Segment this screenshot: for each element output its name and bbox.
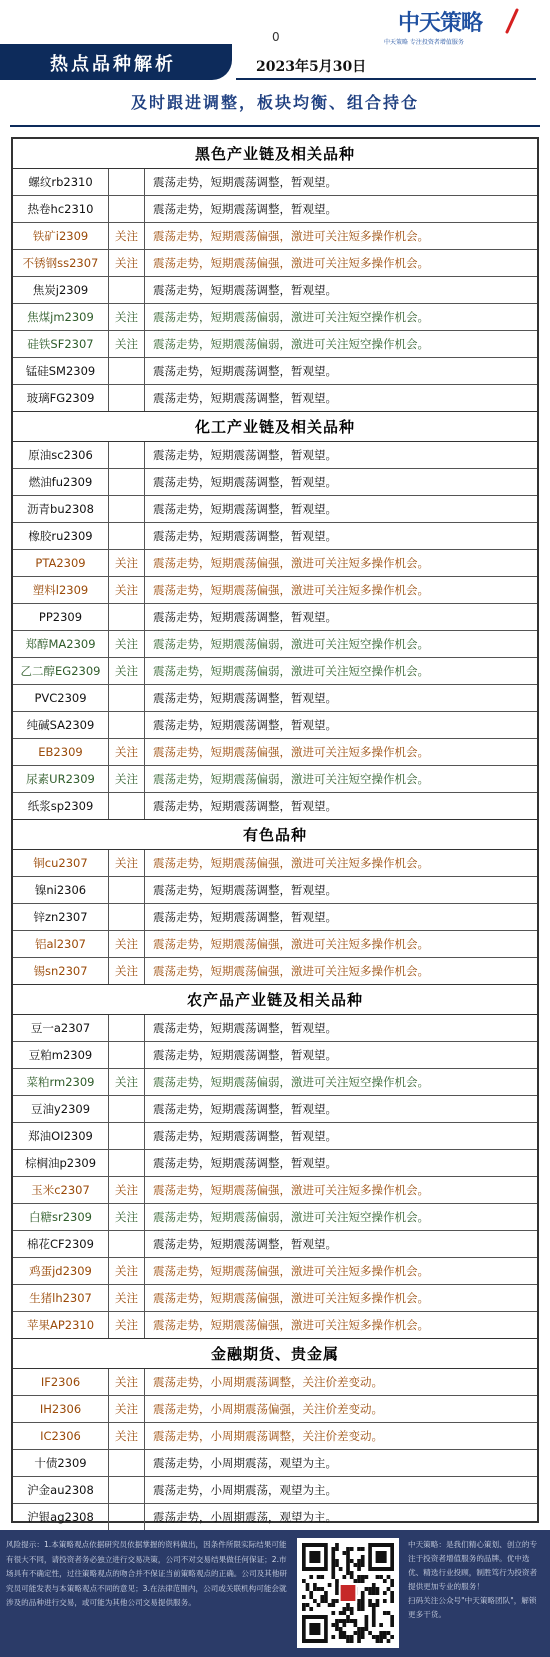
watch-tag [109,1123,145,1149]
watch-tag: 关注 [109,850,145,876]
watch-tag [109,1450,145,1476]
outlook-comment: 震荡走势，短期震荡偏强，激进可关注短多操作机会。 [153,745,429,759]
contract-name: 锰硅SM2309 [13,358,109,384]
contract-name: 尿素UR2309 [13,766,109,792]
table-row [13,250,537,277]
outlook-comment: 震荡走势，短期震荡偏弱，激进可关注短空操作机会。 [153,1210,429,1224]
contract-name: 郑油OI2309 [13,1123,109,1149]
table-row [13,1285,537,1312]
page-number: 0 [272,30,280,44]
watch-tag: 关注 [109,1285,145,1311]
table-row [13,1396,537,1423]
watch-tag [109,358,145,384]
watch-tag: 关注 [109,658,145,684]
section-header: 有色品种 [13,820,537,850]
table-row [13,604,537,631]
table-row [13,304,537,331]
watch-tag [109,196,145,222]
logo-text: 中天策略 [398,11,483,36]
outlook-comment: 震荡走势，小周期震荡偏强，关注价差变动。 [153,1402,383,1416]
table-row [13,766,537,793]
contract-name: IF2306 [13,1369,109,1395]
contract-name: 郑醇MA2309 [13,631,109,657]
contract-name: PP2309 [13,604,109,630]
outlook-comment: 震荡走势，短期震荡偏弱，激进可关注短空操作机会。 [153,664,429,678]
outlook-comment: 震荡走势，短期震荡偏弱，激进可关注短空操作机会。 [153,1075,429,1089]
contract-name: 燃油fu2309 [13,469,109,495]
watch-tag: 关注 [109,931,145,957]
contract-name: 锡sn2307 [13,958,109,984]
watch-tag [109,1477,145,1503]
qr-code-icon [302,1543,394,1643]
table-row [13,1423,537,1450]
watch-tag [109,604,145,630]
outlook-comment: 震荡走势，短期震荡调整，暂观望。 [153,448,337,462]
watch-tag [109,469,145,495]
outlook-comment: 震荡走势，短期震荡偏强，激进可关注短多操作机会。 [153,856,429,870]
table-row [13,877,537,904]
table-row [13,1096,537,1123]
contract-name: 生猪lh2307 [13,1285,109,1311]
contract-name: 玻璃FG2309 [13,385,109,411]
analysis-table [11,137,539,1523]
watch-tag: 关注 [109,1423,145,1449]
contract-name: 焦炭j2309 [13,277,109,303]
watch-tag [109,442,145,468]
table-row [13,1312,537,1339]
contract-name: 沪银ag2308 [13,1504,109,1530]
table-row [13,904,537,931]
outlook-comment: 震荡走势，短期震荡调整，暂观望。 [153,1237,337,1251]
watch-tag: 关注 [109,766,145,792]
watch-tag: 关注 [109,1204,145,1230]
watch-tag: 关注 [109,577,145,603]
contract-name: 菜粕rm2309 [13,1069,109,1095]
contract-name: 原油sc2306 [13,442,109,468]
page-header [0,0,550,85]
table-row [13,631,537,658]
brand-logo [384,6,536,48]
page-footer [0,1530,550,1657]
outlook-comment: 震荡走势，小周期震荡，观望为主。 [153,1456,337,1470]
table-row [13,1204,537,1231]
contract-name: 乙二醇EG2309 [13,658,109,684]
contract-name: 锌zn2307 [13,904,109,930]
report-date: 2023年5月30日 [256,59,367,75]
outlook-comment: 震荡走势，短期震荡调整，暂观望。 [153,502,337,516]
contract-name: PVC2309 [13,685,109,711]
contract-name: 棕榈油p2309 [13,1150,109,1176]
watch-tag: 关注 [109,550,145,576]
risk-disclaimer: 风险提示：1.本策略观点依据研究员依据掌握的资料做出，因条件所限实际结果可能有很大不同，请投资者务必独立进行交易决策，公司不对交易结果做任何保证；2.市场具有不确定性，过往策略观点的吻合并不保证当前策略观点的正确。公司及其他研究员可能发表与本策略观点不同的意见；3.在法律范围内，公司或关联机构可能会就涉及的品种进行交易，或可能为其他公司交易提供服务。 [6,1540,287,1607]
outlook-comment: 震荡走势，短期震荡偏强，激进可关注短多操作机会。 [153,1264,429,1278]
outlook-comment: 震荡走势，短期震荡调整，暂观望。 [153,910,337,924]
section-header: 黑色产业链及相关品种 [13,139,537,169]
watch-tag [109,1015,145,1041]
outlook-comment: 震荡走势，短期震荡调整，暂观望。 [153,1102,337,1116]
table-row [13,712,537,739]
contract-name: PTA2309 [13,550,109,576]
outlook-comment: 震荡走势，短期震荡偏强，激进可关注短多操作机会。 [153,556,429,570]
watch-tag: 关注 [109,304,145,330]
outlook-comment: 震荡走势，小周期震荡调整，关注价差变动。 [153,1429,383,1443]
table-row [13,223,537,250]
title-banner [0,44,232,80]
outlook-comment: 震荡走势，短期震荡偏弱，激进可关注短空操作机会。 [153,310,429,324]
outlook-comment: 震荡走势，短期震荡偏强，激进可关注短多操作机会。 [153,229,429,243]
contract-name: 硅铁SF2307 [13,331,109,357]
contract-name: 镍ni2306 [13,877,109,903]
contract-name: 塑料l2309 [13,577,109,603]
outlook-comment: 震荡走势，短期震荡调整，暂观望。 [153,799,337,813]
watch-tag [109,1504,145,1530]
brand-about: 中天策略：是我们精心策划、创立的专注于投资者增值服务的品牌。优中选优、精选行业投顾，制胜笃行为投资者提供更加专业的服务！ [408,1540,538,1591]
watch-tag: 关注 [109,1369,145,1395]
watch-tag: 关注 [109,631,145,657]
table-row [13,1231,537,1258]
watch-tag [109,904,145,930]
outlook-comment: 震荡走势，短期震荡偏强，激进可关注短多操作机会。 [153,256,429,270]
table-row [13,1258,537,1285]
contract-name: EB2309 [13,739,109,765]
contract-name: 纯碱SA2309 [13,712,109,738]
outlook-comment: 震荡走势，短期震荡调整，暂观望。 [153,1021,337,1035]
outlook-comment: 震荡走势，短期震荡调整，暂观望。 [153,1048,337,1062]
outlook-comment: 震荡走势，短期震荡调整，暂观望。 [153,202,337,216]
watch-tag [109,793,145,819]
table-row [13,1450,537,1477]
watch-tag [109,877,145,903]
watch-tag [109,523,145,549]
subtitle-divider [10,125,540,127]
outlook-comment: 震荡走势，短期震荡调整，暂观望。 [153,529,337,543]
table-row [13,1042,537,1069]
logo-swoosh-icon [504,8,520,34]
contract-name: 豆一a2307 [13,1015,109,1041]
header-divider [236,78,536,80]
contract-name: 鸡蛋jd2309 [13,1258,109,1284]
watch-tag: 关注 [109,1396,145,1422]
contract-name: 不锈钢ss2307 [13,250,109,276]
table-row [13,385,537,412]
watch-tag [109,169,145,195]
table-row [13,577,537,604]
outlook-comment: 震荡走势，小周期震荡，观望为主。 [153,1483,337,1497]
outlook-comment: 震荡走势，短期震荡偏强，激进可关注短多操作机会。 [153,583,429,597]
watch-tag: 关注 [109,958,145,984]
table-row [13,1150,537,1177]
contract-name: 豆粕m2309 [13,1042,109,1068]
outlook-comment: 震荡走势，短期震荡调整，暂观望。 [153,475,337,489]
table-row [13,523,537,550]
contract-name: 铁矿i2309 [13,223,109,249]
table-row [13,469,537,496]
outlook-comment: 震荡走势，短期震荡偏弱，激进可关注短空操作机会。 [153,637,429,651]
table-row [13,1069,537,1096]
section-header: 化工产业链及相关品种 [13,412,537,442]
table-row [13,1177,537,1204]
table-row [13,1015,537,1042]
table-row [13,496,537,523]
outlook-comment: 震荡走势，短期震荡偏强，激进可关注短多操作机会。 [153,1291,429,1305]
watch-tag: 关注 [109,739,145,765]
brand-intro [408,1538,544,1622]
watch-tag [109,277,145,303]
outlook-comment: 震荡走势，短期震荡偏弱，激进可关注短空操作机会。 [153,337,429,351]
table-row [13,1504,537,1531]
table-row [13,358,537,385]
outlook-comment: 震荡走势，短期震荡偏强，激进可关注短多操作机会。 [153,1183,429,1197]
table-row [13,958,537,985]
follow-prompt: 扫码关注公众号"中天策略团队"，解锁更多干货。 [408,1596,537,1619]
section-header: 金融期货、贵金属 [13,1339,537,1369]
table-row [13,685,537,712]
watch-tag: 关注 [109,331,145,357]
contract-name: 铝al2307 [13,931,109,957]
table-row [13,442,537,469]
outlook-comment: 震荡走势，短期震荡偏弱，激进可关注短空操作机会。 [153,772,429,786]
watch-tag: 关注 [109,223,145,249]
table-row [13,1369,537,1396]
table-row [13,1477,537,1504]
table-row [13,331,537,358]
watch-tag: 关注 [109,250,145,276]
table-row [13,931,537,958]
contract-name: 沪金au2308 [13,1477,109,1503]
contract-name: IH2306 [13,1396,109,1422]
outlook-comment: 震荡走势，短期震荡偏强，激进可关注短多操作机会。 [153,964,429,978]
contract-name: IC2306 [13,1423,109,1449]
contract-name: 热卷hc2310 [13,196,109,222]
table-row [13,169,537,196]
watch-tag: 关注 [109,1312,145,1338]
outlook-comment: 震荡走势，短期震荡调整，暂观望。 [153,883,337,897]
logo-tagline: 中天策略 专注投资者增值服务 [384,39,464,46]
contract-name: 焦煤jm2309 [13,304,109,330]
outlook-comment: 震荡走势，短期震荡调整，暂观望。 [153,283,337,297]
watch-tag: 关注 [109,1258,145,1284]
outlook-comment: 震荡走势，小周期震荡，观望为主。 [153,1510,337,1524]
qr-code [297,1538,399,1648]
table-row [13,550,537,577]
watch-tag [109,685,145,711]
outlook-comment: 震荡走势，短期震荡偏强，激进可关注短多操作机会。 [153,937,429,951]
page-title: 热点品种解析 [50,54,176,75]
outlook-comment: 震荡走势，短期震荡调整，暂观望。 [153,1129,337,1143]
section-header: 农产品产业链及相关品种 [13,985,537,1015]
contract-name: 白糖sr2309 [13,1204,109,1230]
contract-name: 纸浆sp2309 [13,793,109,819]
table-row [13,658,537,685]
contract-name: 十债2309 [13,1450,109,1476]
outlook-comment: 震荡走势，小周期震荡调整，关注价差变动。 [153,1375,383,1389]
outlook-comment: 震荡走势，短期震荡调整，暂观望。 [153,175,337,189]
table-row [13,196,537,223]
contract-name: 沥青bu2308 [13,496,109,522]
watch-tag: 关注 [109,1177,145,1203]
watch-tag: 关注 [109,1069,145,1095]
watch-tag [109,1150,145,1176]
page-subtitle: 及时跟进调整，板块均衡、组合持仓 [130,93,419,112]
watch-tag [109,385,145,411]
outlook-comment: 震荡走势，短期震荡调整，暂观望。 [153,691,337,705]
outlook-comment: 震荡走势，短期震荡偏强，激进可关注短多操作机会。 [153,1318,429,1332]
contract-name: 玉米c2307 [13,1177,109,1203]
outlook-comment: 震荡走势，短期震荡调整，暂观望。 [153,391,337,405]
contract-name: 棉花CF2309 [13,1231,109,1257]
watch-tag [109,1096,145,1122]
table-row [13,850,537,877]
watch-tag [109,712,145,738]
outlook-comment: 震荡走势，短期震荡调整，暂观望。 [153,364,337,378]
contract-name: 铜cu2307 [13,850,109,876]
outlook-comment: 震荡走势，短期震荡调整，暂观望。 [153,1156,337,1170]
contract-name: 螺纹rb2310 [13,169,109,195]
contract-name: 苹果AP2310 [13,1312,109,1338]
table-row [13,277,537,304]
watch-tag [109,1231,145,1257]
contract-name: 橡胶ru2309 [13,523,109,549]
contract-name: 豆油y2309 [13,1096,109,1122]
watch-tag [109,1042,145,1068]
outlook-comment: 震荡走势，短期震荡调整，暂观望。 [153,718,337,732]
table-row [13,1123,537,1150]
watch-tag [109,496,145,522]
table-row [13,793,537,820]
table-row [13,739,537,766]
outlook-comment: 震荡走势，短期震荡调整，暂观望。 [153,610,337,624]
